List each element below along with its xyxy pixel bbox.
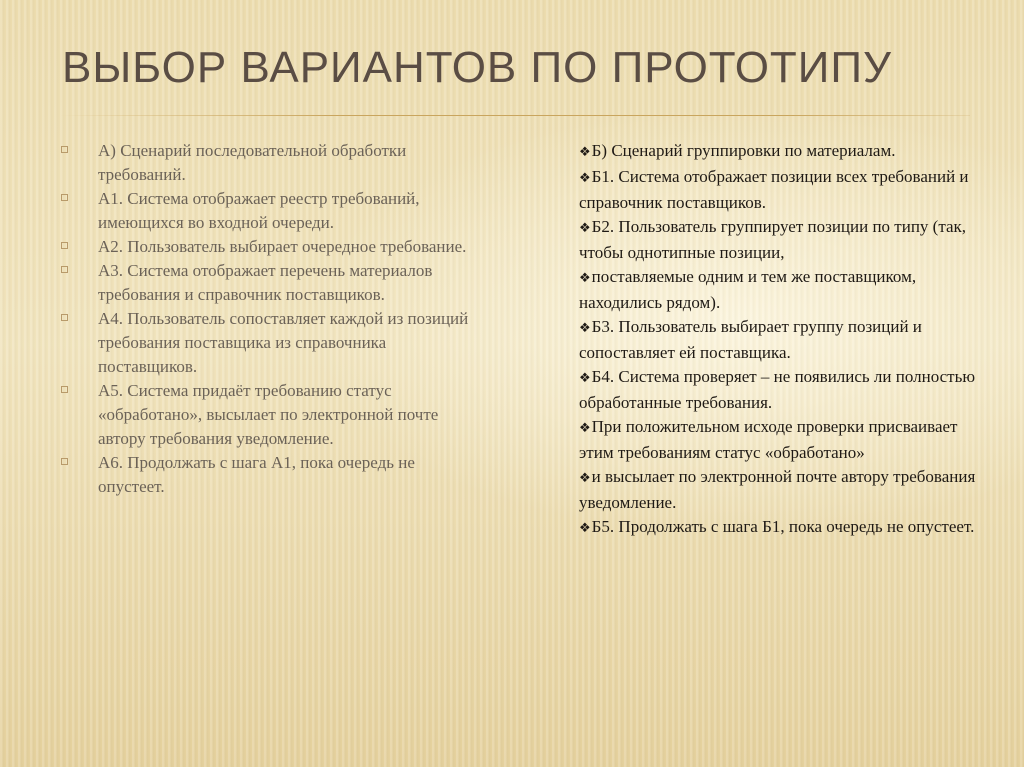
right-item-text: Б3. Пользователь выбирает группу позиций и сопоставляет ей поставщика. bbox=[579, 317, 922, 362]
left-item-text: А6. Продолжать с шага А1, пока очередь не опустеет. bbox=[98, 453, 415, 496]
right-item-text: Б4. Система проверяет – не появились ли полностью обработанные требования. bbox=[579, 367, 976, 412]
left-list-item bbox=[61, 259, 481, 307]
right-item-text: Б1. Система отображает позиции всех требований и справочник поставщиков. bbox=[579, 167, 969, 212]
right-list-item bbox=[579, 265, 979, 315]
diamond-bullet-icon: ❖ bbox=[579, 321, 591, 336]
right-list-item bbox=[579, 315, 979, 365]
right-list-item bbox=[579, 139, 979, 165]
left-column bbox=[61, 139, 481, 499]
diamond-bullet-icon: ❖ bbox=[579, 271, 591, 286]
diamond-bullet-icon: ❖ bbox=[579, 221, 591, 236]
right-item-text: поставляемые одним и тем же поставщиком, находились рядом). bbox=[579, 267, 917, 312]
diamond-bullet-icon: ❖ bbox=[579, 171, 591, 186]
diamond-bullet-icon: ❖ bbox=[579, 371, 591, 386]
diamond-bullet-icon: ❖ bbox=[579, 145, 591, 160]
right-list-item bbox=[579, 465, 979, 515]
right-item-text: При положительном исходе проверки присваивает этим требованиям статус «обработано» bbox=[579, 417, 958, 462]
left-item-text: А) Сценарий последовательной обработки требований. bbox=[98, 141, 407, 184]
left-list-item bbox=[61, 187, 481, 235]
left-list-item bbox=[61, 235, 481, 259]
left-list-item bbox=[61, 307, 481, 379]
right-list-item bbox=[579, 215, 979, 265]
right-item-text: Б5. Продолжать с шага Б1, пока очередь не опустеет. bbox=[591, 517, 975, 536]
left-list-item bbox=[61, 379, 481, 451]
title-divider bbox=[60, 115, 970, 116]
right-column bbox=[579, 139, 979, 541]
square-bullet-icon bbox=[61, 458, 68, 465]
square-bullet-icon bbox=[61, 386, 68, 393]
left-list-item bbox=[61, 139, 481, 187]
diamond-bullet-icon: ❖ bbox=[579, 471, 591, 486]
right-list-item bbox=[579, 165, 979, 215]
square-bullet-icon bbox=[61, 194, 68, 201]
left-item-text: А2. Пользователь выбирает очередное требование. bbox=[98, 237, 467, 256]
left-item-text: А4. Пользователь сопоставляет каждой из позиций требования поставщика из справочника поставщиков. bbox=[98, 309, 469, 376]
left-item-text: А3. Система отображает перечень материалов требования и справочник поставщиков. bbox=[98, 261, 433, 304]
left-item-text: А1. Система отображает реестр требований, имеющихся во входной очереди. bbox=[98, 189, 420, 232]
right-item-text: и высылает по электронной почте автору требования уведомление. bbox=[579, 467, 976, 512]
square-bullet-icon bbox=[61, 266, 68, 273]
left-list-item bbox=[61, 451, 481, 499]
square-bullet-icon bbox=[61, 146, 68, 153]
right-item-text: Б) Сценарий группировки по материалам. bbox=[591, 141, 896, 160]
right-item-text: Б2. Пользователь группирует позиции по типу (так, чтобы однотипные позиции, bbox=[579, 217, 967, 262]
diamond-bullet-icon: ❖ bbox=[579, 421, 591, 436]
diamond-bullet-icon: ❖ bbox=[579, 521, 591, 536]
slide-title: ВЫБОР ВАРИАНТОВ ПО ПРОТОТИПУ bbox=[62, 43, 893, 92]
right-list-item bbox=[579, 365, 979, 415]
right-list-item bbox=[579, 415, 979, 465]
left-item-text: А5. Система придаёт требованию статус «обработано», высылает по электронной почте автору требования уведомление. bbox=[98, 381, 439, 448]
square-bullet-icon bbox=[61, 314, 68, 321]
square-bullet-icon bbox=[61, 242, 68, 249]
right-list-item bbox=[579, 515, 979, 541]
